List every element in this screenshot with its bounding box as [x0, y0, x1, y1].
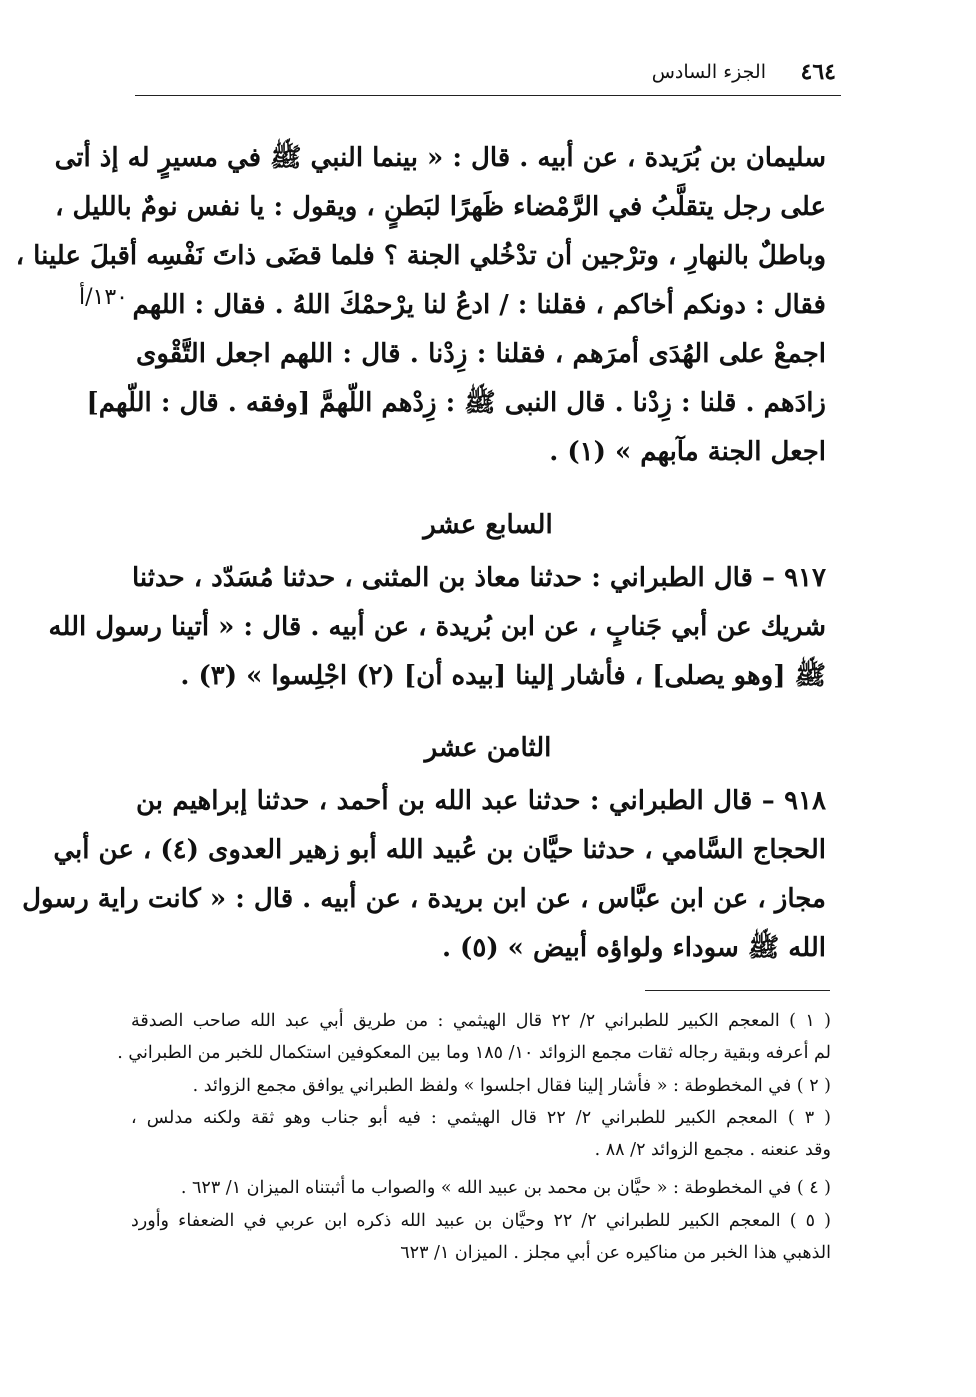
manuscript-folio-note: ١٣٠/أ: [79, 285, 128, 310]
footnote-line: ( ١ ) المعجم الكبير للطبراني ٢/ ٢٢ قال الهيثمي : من طريق أبي عبد الله صاحب الصدقة: [131, 1011, 832, 1031]
footnote-line: ( ٣ ) المعجم الكبير للطبراني ٢/ ٢٢ قال الهيثمي : فيه أبو جناب وهو ثقة ولكنه مدلس ،: [131, 1108, 831, 1128]
text-line: اجعل الجنة مآبهم » (١) .: [549, 437, 826, 467]
text-line: وباطلٌ بالنهارِ ، وترْجين أن تدْخُلي الجنة ؟ فلما قضَى ذاتَ نَفْسِه أقبلَ علينا ،: [15, 241, 826, 271]
footnote-line: وقد عنعنه . مجمع الزوائد ٢/ ٨٨ .: [594, 1140, 831, 1160]
text-line: فقال : دونكم أخاكم ، فقلنا : / ادعُ لنا يرْحمْكَ اللهُ . فقال : اللهم: [132, 290, 826, 320]
text-line: الحجاج السَّامي ، حدثنا حيَّان بن عُبيد الله أبو زهير العدوى (٤) ، عن أبي: [53, 835, 826, 865]
text-line: اجمعْ على الهُدَى أمرَهم ، فقلنا : زِدْنا . قال : اللهم اجعل التَّقْوى: [136, 339, 826, 369]
page-header: [135, 55, 841, 96]
text-line: على رجل يتقلَّبُ في الرَّمْضاء ظَهرًا لبَطنٍ ، ويقول : يا نفس نومٌ بالليل ،: [55, 192, 826, 222]
footnote-divider: [645, 990, 830, 991]
text-line: ٩١٨ – قال الطبراني : حدثنا عبد الله بن أحمد ، حدثنا إبراهيم بن: [136, 786, 826, 816]
text-line: ﷺ [وهو يصلى] ، فأشار إلينا [بيده أن] (٢) اجْلِسوا » (٣) .: [180, 661, 826, 691]
section-heading: السابع عشر: [423, 510, 553, 540]
footnote-line: ( ٥ ) المعجم الكبير للطبراني ٢/ ٢٢ وحيَّان بن عبيد الله ذكره ابن عربي في الضعفاء وأورد: [131, 1211, 832, 1231]
text-line: الله ﷺ سوداء ولواؤه أبيض » (٥) .: [441, 933, 826, 963]
text-line: زادَهم . قلنا : زِدْنا . قال النبى ﷺ : زِدْهم اللّهمَّ [وفقه . قال : اللّهم]: [86, 388, 826, 418]
section-heading: الثامن عشر: [424, 733, 552, 763]
page-number: ٤٦٤: [800, 59, 836, 85]
text-line: مجاز ، عن ابن عبَّاس ، عن ابن بريدة ، عن أبيه . قال : « كانت راية رسول: [22, 884, 826, 914]
footnote-line: الذهبي هذا الخبر من مناكيره عن أبي مجلز . الميزان ١/ ٦٢٣: [400, 1243, 831, 1263]
text-line: شريك عن أبي جَنابٍ ، عن ابن بُريدة ، عن أبيه . قال : « أتينا رسول الله: [48, 612, 826, 642]
footnote-line: ( ٤ ) في المخطوطة : « حيَّان بن محمد بن عبيد الله » والصواب ما أثبتناه الميزان ١/ ٦٢٣ .: [180, 1178, 831, 1198]
running-title: الجزء السادس: [651, 61, 766, 83]
footnote-line: لم أعرفه وبقية رجاله ثقات مجمع الزوائد ١٠/ ١٨٥ وما بين المعكوفين استكمال للخبر من الطبراني .: [117, 1043, 831, 1063]
text-line: ٩١٧ – قال الطبراني : حدثنا معاذ بن المثنى ، حدثنا مُسَدّد ، حدثنا: [131, 563, 826, 593]
footnote-line: ( ٢ ) في المخطوطة : « فأشار إلينا فقال اجلسوا » ولفظ الطبراني يوافق مجمع الزوائد .: [192, 1076, 831, 1096]
text-line: سليمان بن بُرَيدة ، عن أبيه . قال : « بينما النبي ﷺ في مسيرٍ له إذ أتى: [54, 143, 826, 173]
